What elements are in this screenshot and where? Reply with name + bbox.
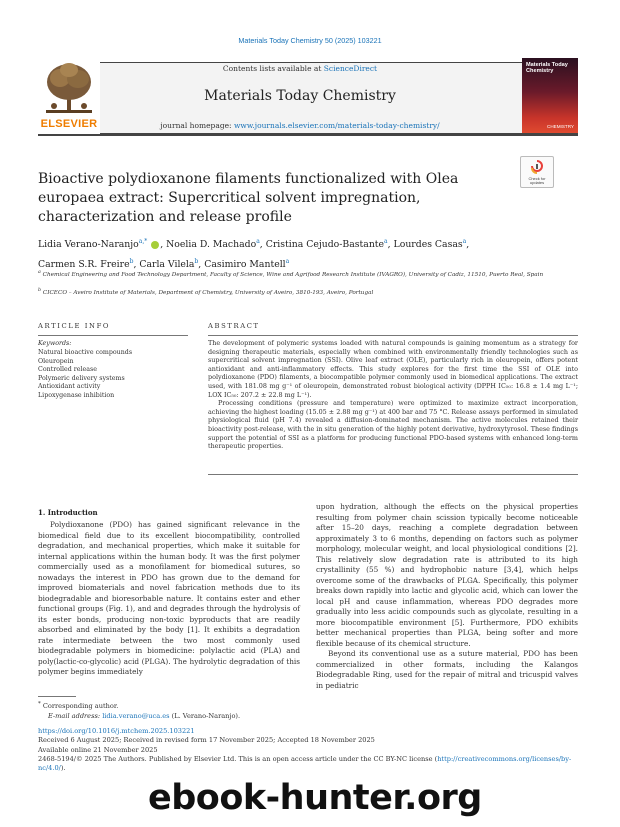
author-name[interactable]: Lourdes Casas — [393, 239, 463, 251]
article-info-divider — [38, 335, 188, 336]
elsevier-logo — [38, 58, 100, 134]
keyword-item: Antioxidant activity — [38, 383, 101, 391]
license-suffix: ). — [60, 764, 66, 773]
abstract-heading: ABSTRACT — [208, 322, 260, 330]
contents-prefix: Contents lists available at — [222, 64, 324, 73]
affiliation-b-text: CICECO – Aveiro Institute of Materials, Department of Chemistry, University of Aveiro, 3810-193, Aveiro, Portugal — [42, 289, 374, 296]
body-paragraph: Polydioxanone (PDO) has gained significant relevance in the biomedical field due to its excellent biocompatibility, controlled degradation, and mechanical properties, which make it suitable for internal applications within the human body. It was the first polymer commercially used as a monofilament for biomedical sutures, so nowadays the interest in PDO has grown due to the demand for improved biomaterials and novel fabrication methods due to its biodegradable and bioresorbable nature. It contains ester and ether functional groups (Fig. 1), and and degrades through the hydrolysis of its ester bonds, producing non-toxic byproducts that are readily absorbed and eliminated by the body [1]. It exhibits a degradation rate intermediate between the two most commonly used biodegradable polymers in biomedicine: polylactic acid (PLA) and poly(lactic-co-glycolic) acid (PLGA). The hydrolytic degradation of this polymer begins immediately — [38, 520, 300, 676]
author-affiliation-mark[interactable]: a — [256, 238, 260, 245]
license-prefix: 2468-5194/© 2025 The Authors. Published by Elsevier Ltd. This is an open access article under the CC BY-NC license ( — [38, 754, 438, 763]
author-affiliation-mark[interactable]: a,* — [138, 238, 148, 245]
contents-availability — [100, 64, 500, 73]
author-name[interactable]: Cristina Cejudo-Bastante — [265, 239, 385, 251]
orcid-icon[interactable] — [151, 241, 159, 249]
email-label: E-mail address: — [48, 712, 103, 721]
affiliation-b — [38, 287, 578, 297]
body-column-right — [316, 502, 578, 691]
keyword-list — [38, 349, 132, 401]
corresponding-text: Corresponding author. — [42, 702, 119, 711]
email-note — [38, 711, 338, 721]
keyword-item: Oleuropein — [38, 357, 74, 365]
homepage-link[interactable]: www.journals.elsevier.com/materials-today-chemistry/ — [233, 121, 440, 130]
doi-link[interactable]: https://doi.org/10.1016/j.mtchem.2025.103221 — [38, 727, 195, 735]
check-for-updates-button[interactable] — [520, 156, 554, 188]
author-affiliation-mark[interactable]: b — [194, 258, 199, 266]
journal-homepage — [100, 121, 500, 130]
abstract-bottom-divider — [208, 474, 578, 475]
footnote-divider — [38, 696, 76, 697]
sciencedirect-link[interactable]: ScienceDirect — [323, 64, 378, 73]
journal-reference[interactable]: Materials Today Chemistry 50 (2025) 103221 — [238, 36, 382, 45]
check-updates-icon — [531, 160, 543, 174]
keyword-item: Natural bioactive compounds — [38, 349, 133, 356]
available-online: Available online 21 November 2025 — [38, 745, 158, 754]
keyword-item: Polymeric delivery systems — [38, 374, 125, 382]
abstract-divider — [208, 335, 578, 336]
author-affiliation-mark[interactable]: a — [384, 238, 388, 245]
cover-footer: CHEMISTRY — [547, 124, 574, 129]
email-link[interactable]: lidia.verano@uca.es — [102, 712, 170, 721]
author-name[interactable]: Casimiro Mantell — [204, 259, 286, 271]
license-link[interactable]: http://creativecommons.org/licenses/by-nc/4.0/ — [38, 754, 572, 773]
keyword-item: Controlled release — [38, 366, 97, 374]
journal-cover-thumbnail[interactable] — [522, 58, 578, 133]
keywords-label: Keywords: — [38, 340, 72, 347]
body-paragraph: upon hydration, although the effects on the physical properties resulting from polymer chain scission typically become noticeable after 15–20 days, reaching a complete degradation between approximately 3 to 6 months, depending on factors such as polymer morphology, molecular weight, and local physiological conditions [2]. This relatively slow degradation rate is attributed to its high crystallinity (55 %) and hydrophobic nature [3,4], which helps overcome some of the drawbacks of PLGA. Specifically, this polymer breaks down rapidly into lactic and glycolic acid, which can lower the local pH and cause inflammation, whereas PDO degrades more gradually into less acidic compounds such as glycolate, resulting in a more biocompatible environment [5]. Furthermore, PDO exhibits better mechanical properties than PLGA, being softer and more flexible because of its chemical structure. — [316, 502, 578, 648]
homepage-prefix: journal homepage: — [160, 121, 234, 130]
author-name[interactable]: Carmen S.R. Freire — [38, 259, 130, 271]
watermark: ebook-hunter.org — [148, 778, 482, 818]
author-affiliation-mark[interactable]: a — [285, 258, 290, 266]
cover-title: Materials Today Chemistry — [526, 62, 568, 75]
license-statement — [38, 755, 580, 774]
affiliation-a-mark: a — [38, 270, 41, 275]
article-info-heading: ARTICLE INFO — [38, 322, 111, 330]
corresponding-author-note — [38, 699, 338, 711]
footnotes — [38, 699, 338, 721]
journal-title: Materials Today Chemistry — [204, 88, 396, 104]
body-column-left — [38, 520, 300, 678]
article-metadata-footer — [38, 727, 580, 773]
author-affiliation-mark[interactable]: b — [129, 258, 134, 266]
elsevier-wordmark: ELSEVIER — [40, 118, 98, 130]
affiliation-a-text: Chemical Engineering and Food Technology Department, Faculty of Science, Wine and Agrifood Research Institute (IVAGRO), University of Cadiz, 11510, Puerto Real, Spain — [42, 271, 544, 278]
author-list: Lidia Verano-Naranjo$^{a,*}$ , Noelia D. Machado$^a$, Cristina Cejudo-Bastante$^a$, Lourdes Casas$^a$, Carmen S.R. Freire$^b$, Carla Vilela$^b$, Casimiro Mantell$^a$ — [38, 238, 470, 271]
corresponding-mark: * — [38, 701, 41, 707]
abstract-paragraph: Processing conditions (pressure and temperature) were optimized to maximize extract incorporation, achieving the highest loading (15.05 ± 2.88 mg g⁻¹) at 400 bar and 75 °C. Release assays performed in simulated physiological fluid (pH 7.4) revealed a diffusion-dominated mechanism. The active molecules retained their bioactivity post-release, with the in situ generation of the highly potent derivative, hydroxytyrosol. These findings support the potential of SSI as a platform for producing functional PDO-based systems with enhanced long-term therapeutic properties. — [208, 399, 578, 451]
received-dates: Received 6 August 2025; Received in revised form 17 November 2025; Accepted 18 November 2025 — [38, 736, 375, 745]
check-updates-label: Check for updates — [528, 176, 546, 186]
section-heading-introduction: 1. Introduction — [38, 508, 98, 517]
author-name[interactable]: Lidia Verano-Naranjo — [38, 239, 139, 251]
affiliation-a — [38, 269, 578, 279]
affiliation-b-mark: b — [38, 288, 42, 293]
email-suffix: (L. Verano-Naranjo). — [169, 712, 241, 721]
author-name[interactable]: Carla Vilela — [139, 259, 195, 271]
author-affiliation-mark[interactable]: a — [462, 238, 467, 245]
abstract-paragraph: The development of polymeric systems loaded with natural compounds is gaining momentum as a strategy for designing therapeutic materials, especially when combined with environmentally friendly technologies such as supercritical solvent impregnation (SSI). Olive leaf extract (OLE), particularly rich in oleuropein, offers potent antioxidant and anti-inflammatory effects. This study explores for the first time the SSI of OLE into polydioxanone (PDO) filaments, a biocompatible polymer commonly used in biomedical applications. The extract used, with 181.08 mg g⁻¹ of oleuropein, demonstrated robust biological activity (DPPH IC₅₀: 16.8 ± 1.4 mg L⁻¹; LOX IC₅₀: 207.2 ± 22.8 mg L⁻¹). — [208, 339, 578, 399]
article-title: Bioactive polydioxanone filaments functionalized with Olea europaea extract: Supercritical solvent impregnation, characterization and release profile — [38, 171, 459, 225]
elsevier-tree-icon — [40, 60, 98, 116]
body-paragraph: Beyond its conventional use as a suture material, PDO has been commercialized in other formats, including the Kalangos Biodegradable Ring, used for the repair of mitral and tricuspid valves in pediatric — [316, 649, 578, 690]
author-name[interactable]: Noelia D. Machado — [166, 239, 257, 251]
abstract-body — [208, 339, 578, 451]
keyword-item: Lipoxygenase inhibition — [38, 391, 115, 399]
